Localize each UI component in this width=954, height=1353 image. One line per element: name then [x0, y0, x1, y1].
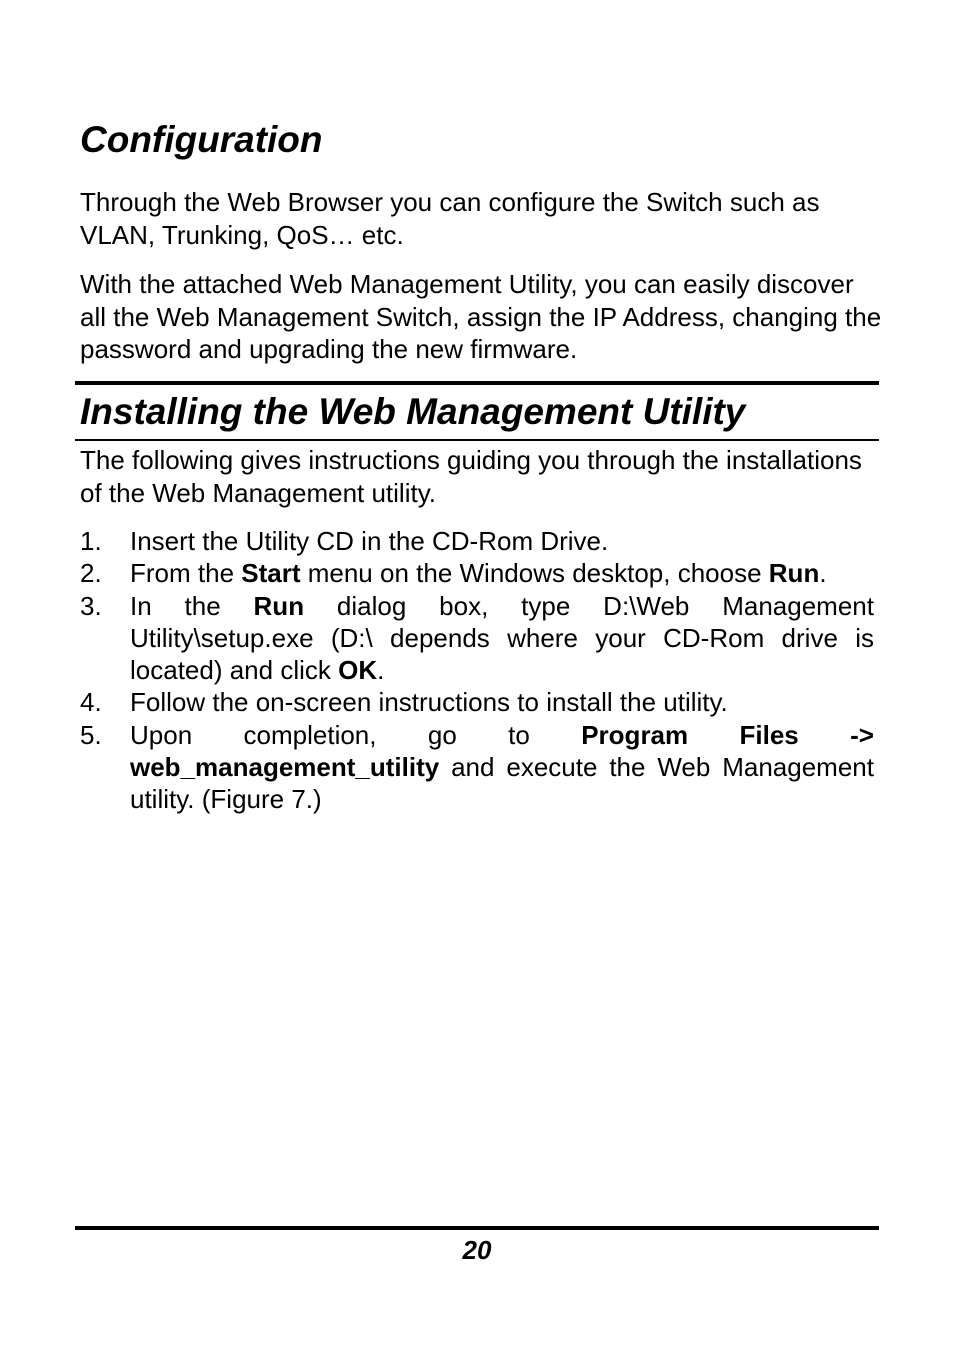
step-number: 1.: [80, 526, 102, 556]
configuration-heading: Configuration: [80, 119, 323, 160]
step-number: 4.: [80, 687, 102, 718]
configuration-paragraph-2: With the attached Web Management Utility, you can easily discover all the Web Management Switch, assign the IP Address, changing the password and upgrading the new firmware.: [80, 269, 882, 364]
footer-divider: [75, 1226, 879, 1230]
step-5: [80, 719, 874, 816]
ok-button-term: OK: [338, 655, 378, 686]
step-text: Insert the Utility CD in the CD-Rom Drive.: [130, 526, 609, 556]
step-text: From the Start menu on the Windows desktop, choose Run.: [130, 558, 827, 589]
step-number: 5.: [80, 719, 102, 750]
step-4: [80, 686, 874, 718]
step-1: [80, 525, 874, 557]
installing-heading: Installing the Web Management Utility: [80, 391, 746, 432]
run-command-term: Run: [768, 558, 820, 589]
section-divider-bottom: [75, 439, 879, 441]
section-divider-top: [75, 381, 879, 385]
step-number: 2.: [80, 558, 102, 589]
step-text: Upon completion, go to Program Files -> web_management_utility and execute the Web Management utility. (Figure 7.): [130, 719, 874, 815]
page-number: 20: [462, 1235, 492, 1265]
step-text: Follow the on-screen instructions to install the utility.: [130, 687, 728, 718]
start-menu-term: Start: [241, 558, 301, 589]
configuration-paragraph-1: Through the Web Browser you can configure the Switch such as VLAN, Trunking, QoS… etc.: [80, 187, 820, 250]
installation-steps-list: [80, 525, 874, 816]
run-dialog-term: Run: [253, 590, 305, 621]
step-2: [80, 557, 874, 589]
step-3: [80, 590, 874, 687]
program-path-term: Program Files -> web_management_utility: [130, 719, 874, 783]
step-number: 3.: [80, 590, 102, 621]
step-text: In the Run dialog box, type D:\Web Management Utility\setup.exe (D:\ depends where your CD-Rom drive is located) and click OK.: [130, 590, 874, 686]
installing-intro: The following gives instructions guiding you through the installations of the Web Management utility.: [80, 445, 862, 508]
